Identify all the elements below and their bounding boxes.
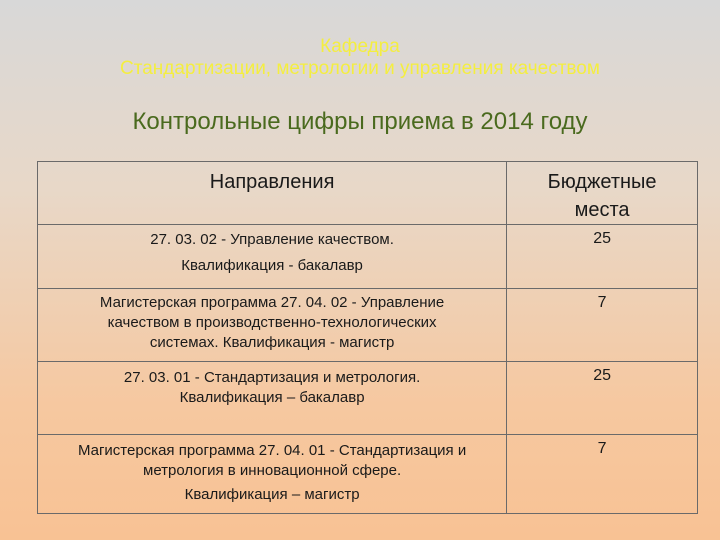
table-row	[38, 225, 698, 289]
direction-text: 27. 03. 01 - Стандартизация и метрология.	[123, 369, 421, 386]
direction-cell	[38, 225, 507, 289]
table-row	[38, 362, 698, 435]
direction-text: Магистерская программа 27. 04. 02 - Управление	[99, 294, 445, 311]
header-budget-places	[507, 162, 698, 225]
department-label: Кафедра	[320, 36, 400, 57]
direction-text: качеством в производственно-технологических	[107, 314, 437, 331]
direction-text: Квалификация - бакалавр	[181, 257, 363, 274]
direction-cell	[38, 362, 507, 435]
table-header-row	[38, 162, 698, 225]
header-directions-label: Направления	[209, 171, 335, 193]
department-name	[0, 36, 720, 80]
direction-text: системах. Квалификация - магистр	[149, 334, 395, 351]
department-full-name: Стандартизации, метрологии и управления качеством	[120, 58, 600, 79]
seats-cell: 25	[507, 225, 698, 289]
table-row	[38, 289, 698, 362]
page-title: Контрольные цифры приема в 2014 году	[132, 108, 588, 135]
direction-text: Квалификация – магистр	[184, 486, 360, 503]
direction-text: 27. 03. 02 - Управление качеством.	[150, 231, 394, 248]
seats-cell: 7	[507, 435, 698, 514]
direction-cell	[38, 289, 507, 362]
admission-table	[37, 161, 698, 514]
direction-text: Квалификация – бакалавр	[179, 389, 365, 406]
header-directions	[38, 162, 507, 225]
direction-text: Магистерская программа 27. 04. 01 - Стандартизация и	[77, 442, 467, 459]
table-row	[38, 435, 698, 514]
seats-cell: 25	[507, 362, 698, 435]
seats-cell: 7	[507, 289, 698, 362]
header-budget-label-1: Бюджетные	[547, 171, 657, 193]
header-budget-label-2: места	[574, 199, 630, 221]
direction-text: метрология в инновационной сфере.	[143, 462, 402, 479]
direction-cell	[38, 435, 507, 514]
